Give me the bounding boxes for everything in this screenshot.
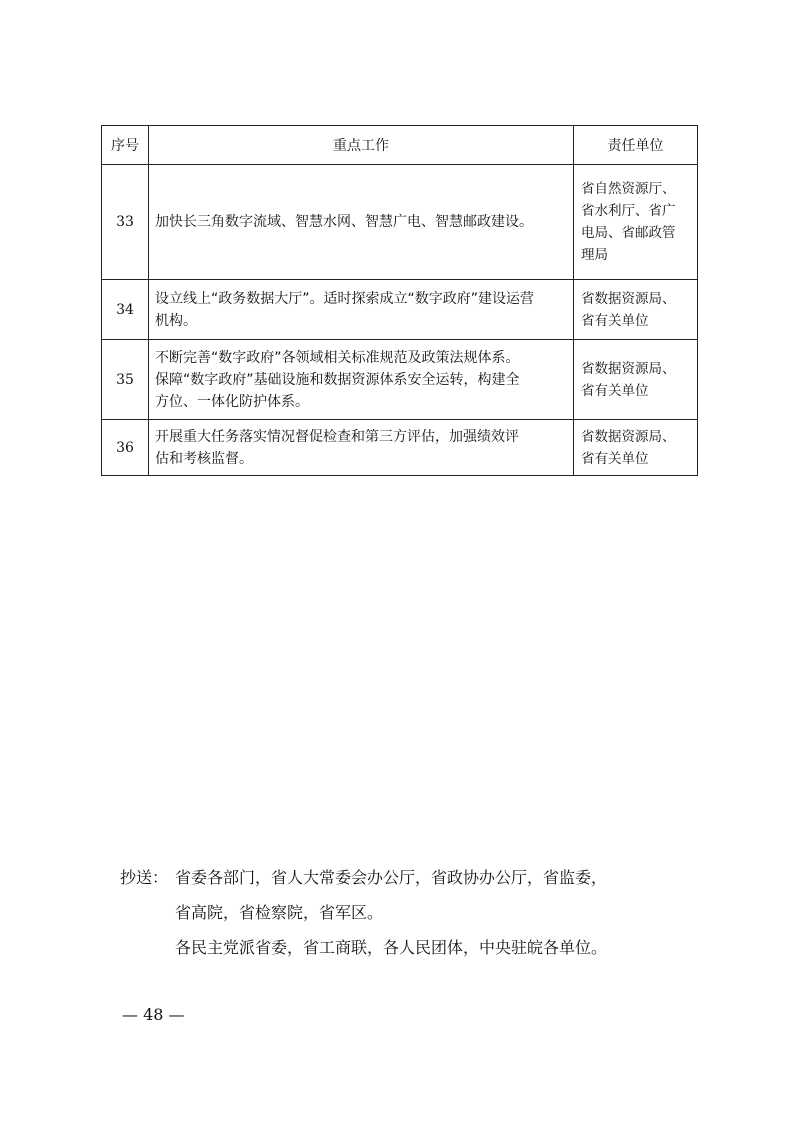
work-cell [149,280,574,340]
cc-block [120,860,607,965]
unit-text: 省水利厅、省广 [581,203,676,219]
unit-text: 省数据资源局、 [581,360,676,377]
work-text: 方位、一体化防护体系。 [155,393,309,410]
unit-cell [574,280,698,340]
table-row [102,165,698,280]
work-cell [149,340,574,420]
work-cell [149,420,574,476]
work-text: 机构。 [155,312,197,329]
work-text: 保障“数字政府”基础设施和数据资源体系安全运转，构建全 [155,371,520,388]
unit-cell [574,165,698,280]
unit-text: 理局 [581,247,608,263]
table-row [102,420,698,476]
work-text: 加快长三角数字流域、智慧水网、智慧广电、智慧邮政建设。 [155,214,533,230]
header-unit: 责任单位 [574,126,698,165]
unit-text: 省有关单位 [581,312,649,329]
unit-text: 省自然资源厅、 [581,181,676,197]
unit-text: 省有关单位 [581,382,649,399]
unit-text: 省有关单位 [581,450,649,467]
cc-label: 抄送： [120,868,169,887]
cc-line: 各民主党派省委，省工商联，各人民团体，中央驻皖各单位。 [175,938,608,957]
table-row [102,280,698,340]
unit-text: 电局、省邮政管 [581,225,676,241]
page-number: — 48 — [122,1005,185,1024]
work-text: 开展重大任务落实情况督促检查和第三方评估，加强绩效评 [155,428,519,445]
key-work-table [101,125,698,476]
header-no: 序号 [102,126,149,165]
work-text: 不断完善“数字政府”各领域相关标准规范及政策法规体系。 [155,349,520,366]
row-number: 36 [102,420,149,476]
header-work: 重点工作 [149,126,574,165]
table-header-row [102,126,698,165]
cc-row [120,860,607,895]
row-number: 33 [102,165,149,280]
cc-line: 省高院，省检察院，省军区。 [175,903,384,922]
unit-cell [574,420,698,476]
row-number: 34 [102,280,149,340]
work-text: 设立线上“政务数据大厅”。适时探索成立“数字政府”建设运营 [155,290,535,307]
unit-text: 省数据资源局、 [581,428,676,445]
row-number: 35 [102,340,149,420]
work-text: 估和考核监督。 [155,450,253,467]
table-row [102,340,698,420]
unit-cell [574,340,698,420]
unit-text: 省数据资源局、 [581,290,676,307]
work-cell [149,165,574,280]
cc-line: 省委各部门，省人大常委会办公厅，省政协办公厅，省监委， [175,868,608,887]
